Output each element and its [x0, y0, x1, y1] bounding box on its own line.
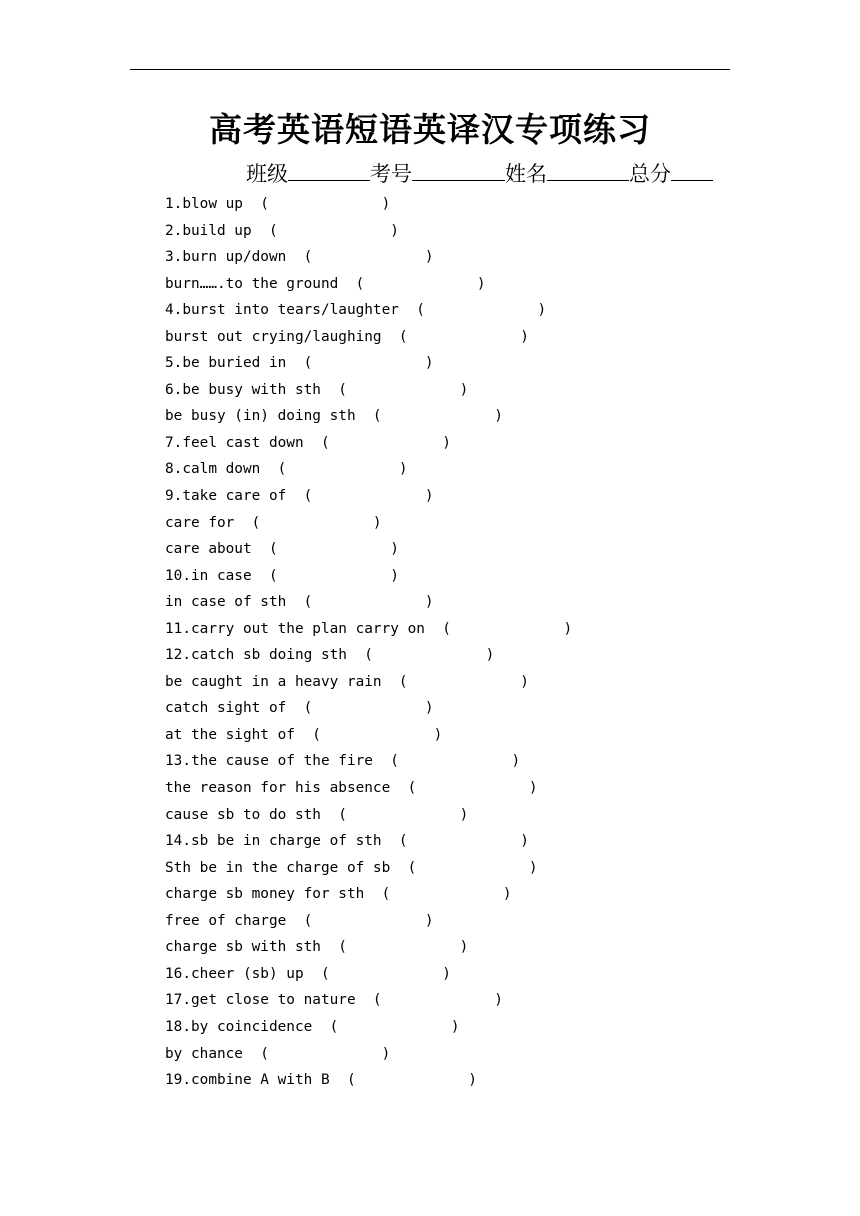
phrase-text: burn…….to the ground: [165, 275, 339, 292]
phrase-text: 16.cheer (sb) up: [165, 965, 304, 982]
phrase-item: [165, 748, 572, 775]
name-label: 姓名: [505, 162, 547, 186]
phrase-item: [165, 1014, 572, 1041]
page-title: 高考英语短语英译汉专项练习: [209, 110, 651, 149]
phrase-text: 19.combine A with B: [165, 1072, 330, 1089]
answer-parentheses[interactable]: ( ): [286, 912, 434, 929]
phrase-item: [165, 881, 572, 908]
answer-parentheses[interactable]: ( ): [234, 514, 382, 531]
phrase-text: burst out crying/laughing: [165, 328, 382, 345]
phrase-item: [165, 510, 572, 537]
phrase-text: by chance: [165, 1045, 243, 1062]
answer-parentheses[interactable]: ( ): [381, 673, 529, 690]
phrase-text: catch sight of: [165, 700, 287, 717]
phrase-text: free of charge: [165, 912, 287, 929]
phrase-item: [165, 563, 572, 590]
answer-parentheses[interactable]: ( ): [294, 726, 443, 743]
phrase-text: 12.catch sb doing sth: [165, 647, 347, 664]
phrase-item: [165, 403, 572, 430]
answer-parentheses[interactable]: ( ): [251, 567, 399, 584]
score-blank[interactable]: [671, 160, 713, 181]
phrase-item: [165, 324, 572, 351]
phrase-text: 8.calm down: [165, 461, 261, 478]
phrase-text: cause sb to do sth: [165, 806, 321, 823]
answer-parentheses[interactable]: ( ): [286, 249, 434, 266]
phrase-item: [165, 589, 572, 616]
answer-parentheses[interactable]: ( ): [381, 328, 529, 345]
score-label: 总分: [629, 162, 671, 186]
phrase-text: 3.burn up/down: [165, 249, 287, 266]
answer-parentheses[interactable]: ( ): [372, 753, 521, 770]
phrase-item: [165, 722, 572, 749]
phrase-text: 6.be busy with sth: [165, 381, 321, 398]
name-blank[interactable]: [547, 160, 629, 181]
phrase-text: charge sb money for sth: [165, 886, 365, 903]
phrase-text: the reason for his absence: [165, 780, 391, 797]
phrase-item: [165, 377, 572, 404]
phrase-text: 18.by coincidence: [165, 1018, 313, 1035]
phrase-item: [165, 1041, 572, 1068]
answer-parentheses[interactable]: ( ): [390, 780, 538, 797]
answer-parentheses[interactable]: ( ): [303, 434, 451, 451]
phrase-item: [165, 616, 572, 643]
answer-parentheses[interactable]: ( ): [251, 222, 399, 239]
answer-parentheses[interactable]: ( ): [329, 1072, 477, 1089]
answer-parentheses[interactable]: ( ): [320, 939, 469, 956]
answer-parentheses[interactable]: ( ): [364, 886, 512, 903]
answer-parentheses[interactable]: ( ): [320, 381, 469, 398]
phrase-text: care for: [165, 514, 235, 531]
phrase-text: 14.sb be in charge of sth: [165, 833, 382, 850]
phrase-item: [165, 271, 572, 298]
phrase-item: [165, 244, 572, 271]
answer-parentheses[interactable]: ( ): [242, 196, 391, 212]
phrase-item: [165, 456, 572, 483]
phrase-item: [165, 987, 572, 1014]
phrase-text: in case of sth: [165, 594, 287, 611]
answer-parentheses[interactable]: ( ): [390, 859, 538, 876]
answer-parentheses[interactable]: ( ): [303, 965, 451, 982]
answer-parentheses[interactable]: ( ): [355, 992, 503, 1009]
number-label: 考号: [370, 162, 412, 186]
class-blank[interactable]: [288, 160, 370, 181]
phrase-item: [165, 218, 572, 245]
answer-parentheses[interactable]: ( ): [398, 302, 547, 319]
phrase-text: 1.blow up: [165, 196, 243, 212]
phrase-item: [165, 669, 572, 696]
phrase-text: 9.take care of: [165, 488, 287, 505]
phrase-item: [165, 1067, 572, 1094]
answer-parentheses[interactable]: ( ): [286, 594, 434, 611]
phrase-item: [165, 430, 572, 457]
answer-parentheses[interactable]: ( ): [355, 408, 503, 425]
number-blank[interactable]: [412, 160, 505, 181]
phrase-text: Sth be in the charge of sb: [165, 859, 391, 876]
phrase-text: 7.feel cast down: [165, 434, 304, 451]
phrase-item: [165, 934, 572, 961]
phrase-text: 2.build up: [165, 222, 252, 239]
answer-parentheses[interactable]: ( ): [424, 620, 573, 637]
phrase-item: [165, 695, 572, 722]
phrase-item: [165, 828, 572, 855]
phrase-text: be caught in a heavy rain: [165, 673, 382, 690]
phrase-item: [165, 961, 572, 988]
phrase-item: [165, 350, 572, 377]
phrase-text: 17.get close to nature: [165, 992, 356, 1009]
phrase-item: [165, 775, 572, 802]
answer-parentheses[interactable]: ( ): [251, 541, 399, 558]
phrase-item: [165, 908, 572, 935]
phrase-text: be busy (in) doing sth: [165, 408, 356, 425]
answer-parentheses[interactable]: ( ): [338, 275, 486, 292]
phrase-text: care about: [165, 541, 252, 558]
phrase-item: [165, 536, 572, 563]
phrase-item: [165, 642, 572, 669]
phrase-text: charge sb with sth: [165, 939, 321, 956]
answer-parentheses[interactable]: ( ): [286, 700, 434, 717]
phrase-text: 4.burst into tears/laughter: [165, 302, 399, 319]
phrase-text: 5.be buried in: [165, 355, 287, 372]
phrase-text: 13.the cause of the fire: [165, 753, 373, 770]
phrase-text: at the sight of: [165, 726, 295, 743]
phrase-list: [165, 191, 572, 1094]
answer-parentheses[interactable]: ( ): [320, 806, 469, 823]
answer-parentheses[interactable]: ( ): [286, 488, 434, 505]
phrase-item: [165, 802, 572, 829]
phrase-item: [165, 297, 572, 324]
answer-parentheses[interactable]: ( ): [312, 1018, 460, 1035]
class-label: 班级: [246, 162, 288, 186]
answer-parentheses[interactable]: ( ): [381, 833, 529, 850]
answer-parentheses[interactable]: ( ): [286, 355, 434, 372]
answer-parentheses[interactable]: ( ): [260, 461, 408, 478]
phrase-text: 11.carry out the plan carry on: [165, 620, 425, 637]
phrase-item: [165, 191, 572, 218]
phrase-text: 10.in case: [165, 567, 252, 584]
answer-parentheses[interactable]: ( ): [242, 1045, 391, 1062]
phrase-item: [165, 483, 572, 510]
phrase-item: [165, 855, 572, 882]
header-rule: [130, 69, 730, 70]
student-info-line: [246, 158, 713, 188]
answer-parentheses[interactable]: ( ): [346, 647, 495, 664]
